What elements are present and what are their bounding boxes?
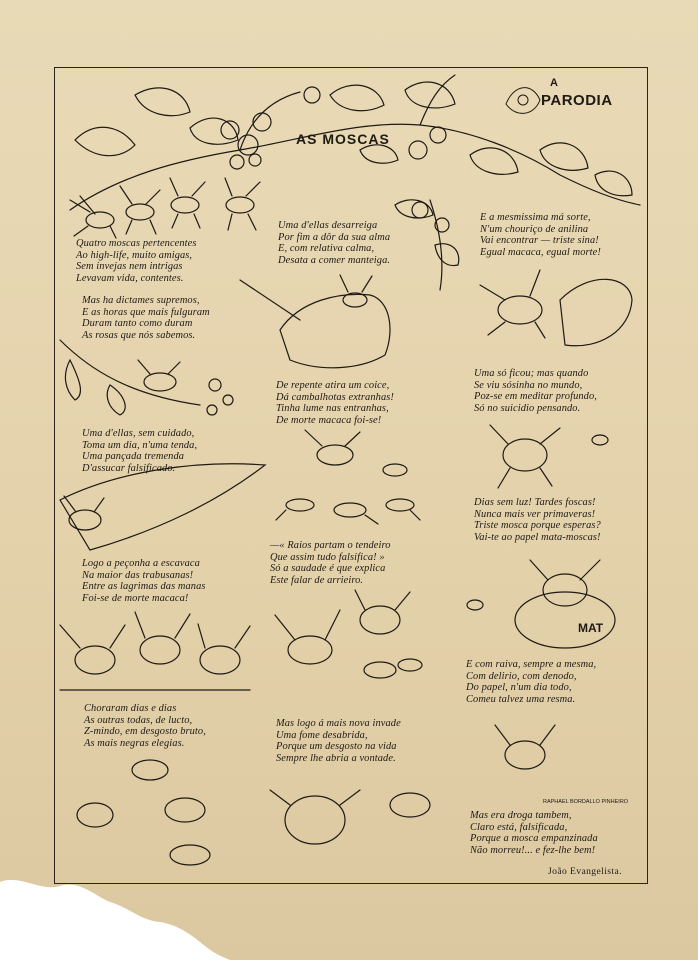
stanza-13: E com raiva, sempre a mesma, Com delirio, com denodo, Do papel, n'um dia todo, Comeu talvez uma resma. (466, 659, 597, 705)
stanza-9: Mas logo á mais nova invade Uma fome desabrida, Porque um desgosto na vida Sempre lhe abria a vontade. (276, 718, 401, 764)
sugar-branch-illustration (60, 340, 233, 415)
stanza-11: Uma só ficou; mas quando Se viu sósinha no mundo, Poz-se em meditar profundo, Só no suicidio pensando. (474, 368, 597, 414)
stanza-8: —« Raios partam o tendeiro Que assim tudo falsifica! » Só a saudade é que explica Este falar de arrieiro. (270, 540, 391, 586)
paper-cone-illustration (60, 464, 265, 550)
meditating-fly-illustration (490, 425, 608, 488)
stanza-4: Logo a peçonha a escavaca Na maior das trabusanas! Entre as lagrimas das manas Foi-se de morte macaca! (82, 558, 206, 604)
stanza-10: E a mesmissima má sorte, N'um chouriço de anilina Vai encontrar — triste sina! Egual macaca, egual morte! (480, 212, 601, 258)
mourning-flies-illustration (60, 612, 250, 690)
author-signature: João Evangelista. (548, 866, 622, 877)
artist-signature: RAPHAEL BORDALLO PINHEIRO (543, 799, 629, 805)
butter-knife-illustration (240, 275, 390, 368)
sausage-fly-illustration (480, 270, 632, 346)
poem-title: AS MOSCAS (296, 131, 390, 147)
stanza-12: Dias sem luz! Tardes foscas! Nunca mais ver primaveras! Triste mosca porque esperas? Vai-te ao papel mata-moscas! (474, 497, 601, 543)
logo-title: PARODIA (541, 92, 613, 109)
stanza-3: Uma d'ellas, sem cuidado, Toma um dia, n'uma tenda, Uma pançada tremenda D'assucar falsificado. (82, 428, 198, 474)
stanza-1: Quatro moscas pertencentes Ao high-life, muito amigas, Sem invejas nem intrigas Levavam vida, contentes. (76, 238, 197, 284)
stanza-7: De repente atira um coice, Dá cambalhotas extranhas! Tinha lume nas entranhas, De morte macaca foi-se! (276, 380, 394, 426)
four-flies-illustration (70, 178, 260, 238)
stanza-6: Uma d'ellas desarreiga Por fim a dôr da sua alma E, com relativa calma, Desata a comer manteiga. (278, 220, 391, 266)
stanza-14: Mas era droga tambem, Claro está, falsificada, Porque a mosca empanzinada Não morreu!... e fez-lhe bem! (470, 810, 598, 856)
flypaper-label: MAT (578, 621, 604, 635)
stanza-2: Mas ha dictames supremos, E as horas que mais fulguram Duram tanto como duram As rosas que nós sabemos. (82, 295, 210, 341)
fighting-flies-illustration (275, 590, 422, 678)
stanza-5: Choraram dias e dias As outras todas, de lucto, Z-mindo, em desgosto bruto, As mais negras elegias. (84, 703, 206, 749)
dying-flies-illustration (276, 430, 420, 524)
logo-article: A (550, 77, 558, 89)
